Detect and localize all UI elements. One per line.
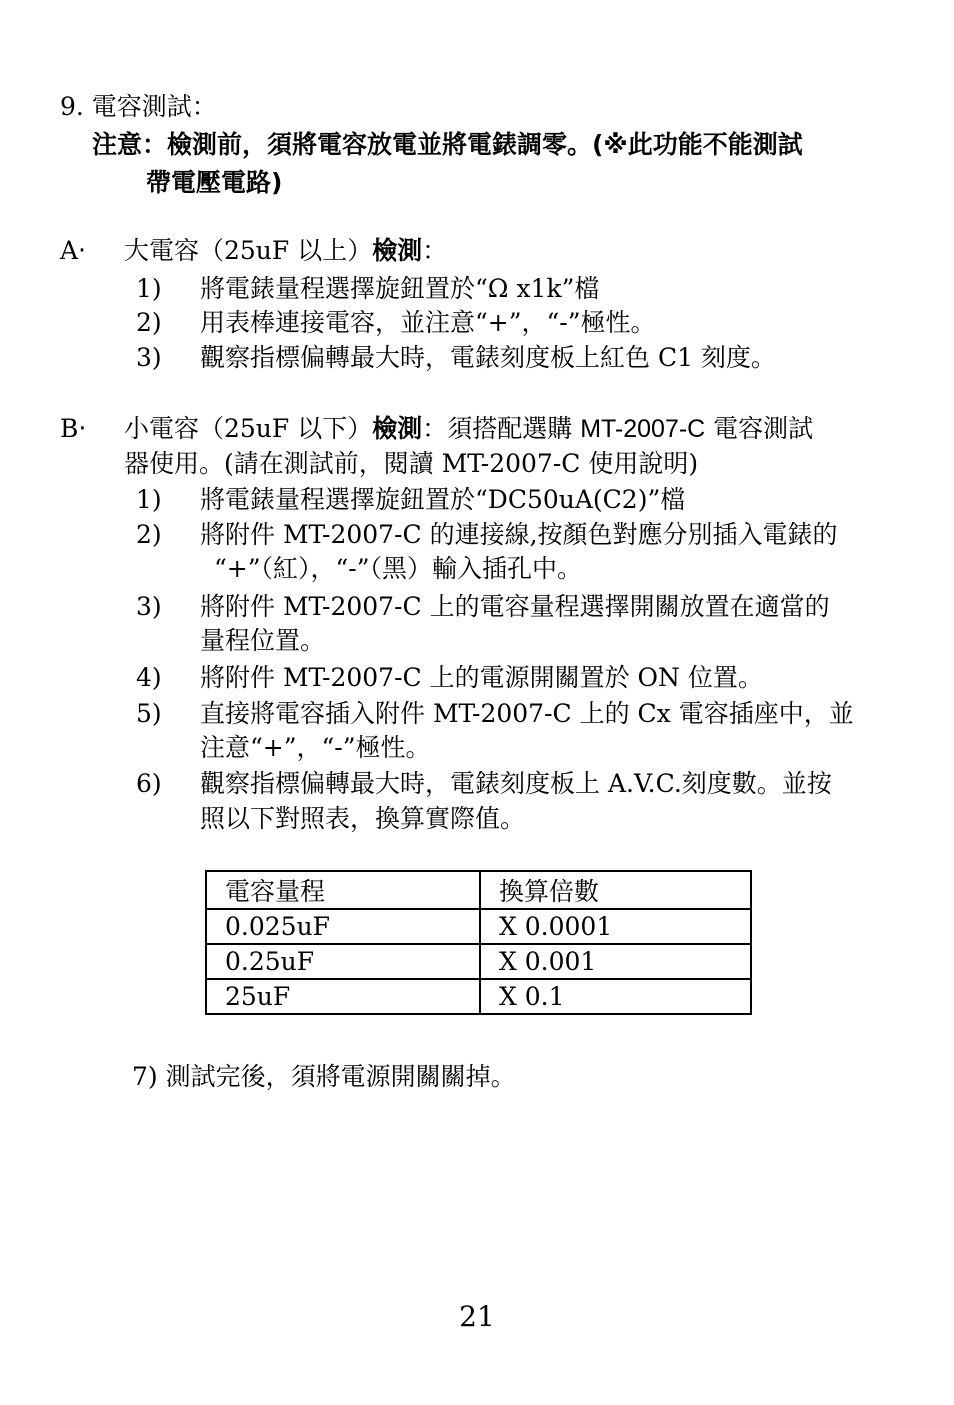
step-a1-number: 1)	[136, 274, 162, 303]
caution-note-line-2: 帶電壓電路)	[146, 168, 283, 197]
table-header-range: 電容量程	[206, 871, 480, 909]
section-heading: 9. 電容測試：	[60, 92, 217, 121]
section-a-title-main: 大電容（25uF 以上）	[124, 236, 373, 265]
step-b1-number: 1)	[136, 485, 162, 514]
section-b-title-model: MT-2007-C	[580, 415, 706, 443]
section-a-title	[124, 234, 447, 268]
step-b3-text-line-2: 量程位置。	[200, 626, 326, 655]
step-b4-text: 將附件 MT-2007-C 上的電源開關置於 ON 位置。	[200, 663, 763, 692]
section-b-letter: B‧	[60, 414, 87, 443]
step-b2-number: 2)	[136, 520, 162, 549]
table-cell-range: 25uF	[206, 979, 480, 1014]
step-b4-number: 4)	[136, 663, 162, 692]
table-cell-multiplier: X 0.0001	[480, 909, 751, 944]
section-a-title-colon: ：	[422, 236, 448, 265]
final-step: 7) 測試完後，須將電源開關關掉。	[132, 1062, 516, 1091]
table-cell-range: 0.025uF	[206, 909, 480, 944]
step-b1-text: 將電錶量程選擇旋鈕置於“DC50uA(C2)”檔	[200, 485, 686, 514]
section-a-letter: A‧	[60, 236, 87, 265]
step-b2-text-line-2: “+”（紅），“-”（黑）輸入插孔中。	[214, 554, 583, 583]
step-b5-text-line-1: 直接將電容插入附件 MT-2007-C 上的 Cx 電容插座中，並	[200, 699, 854, 728]
table-row	[206, 979, 751, 1014]
table-cell-multiplier: X 0.1	[480, 979, 751, 1014]
step-a2-number: 2)	[136, 308, 162, 337]
table-cell-range: 0.25uF	[206, 944, 480, 979]
caution-note-line-1: 注意：檢測前，須將電容放電並將電錶調零。(※此功能不能測試	[92, 130, 803, 159]
step-b6-text-line-1: 觀察指標偏轉最大時，電錶刻度板上 A.V.C.刻度數。並按	[200, 769, 832, 798]
section-b-title-end: 電容測試	[705, 414, 814, 443]
table-header-multiplier: 換算倍數	[480, 871, 751, 909]
section-b-title-main: 小電容（25uF 以下）	[124, 414, 373, 443]
step-a2-text: 用表棒連接電容，並注意“+”，“-”極性。	[200, 308, 656, 337]
page-number: 21	[459, 1300, 495, 1333]
step-b5-number: 5)	[136, 699, 162, 728]
step-a1-text: 將電錶量程選擇旋鈕置於“Ω x1k”檔	[200, 274, 600, 303]
section-b-title-line-2: 器使用。(請在測試前，閱讀 MT-2007-C 使用說明)	[124, 449, 699, 478]
section-b-title-bold: 檢測	[372, 414, 423, 443]
section-b-title-rest: ：須搭配選購	[422, 414, 581, 443]
section-a-title-bold: 檢測	[372, 236, 423, 265]
step-b6-text-line-2: 照以下對照表，換算實際值。	[200, 804, 526, 833]
table-header-row	[206, 871, 751, 909]
table-cell-multiplier: X 0.001	[480, 944, 751, 979]
table-row	[206, 909, 751, 944]
conversion-table	[205, 870, 752, 1015]
step-b3-number: 3)	[136, 592, 162, 621]
step-b2-text-line-1: 將附件 MT-2007-C 的連接線,按顏色對應分別插入電錶的	[200, 520, 838, 549]
section-b-title	[124, 412, 813, 446]
table-row	[206, 944, 751, 979]
step-a3-text: 觀察指標偏轉最大時，電錶刻度板上紅色 C1 刻度。	[200, 343, 776, 372]
step-b3-text-line-1: 將附件 MT-2007-C 上的電容量程選擇開關放置在適當的	[200, 592, 830, 621]
step-b6-number: 6)	[136, 769, 162, 798]
step-a3-number: 3)	[136, 343, 162, 372]
step-b5-text-line-2: 注意“+”，“-”極性。	[200, 733, 431, 762]
